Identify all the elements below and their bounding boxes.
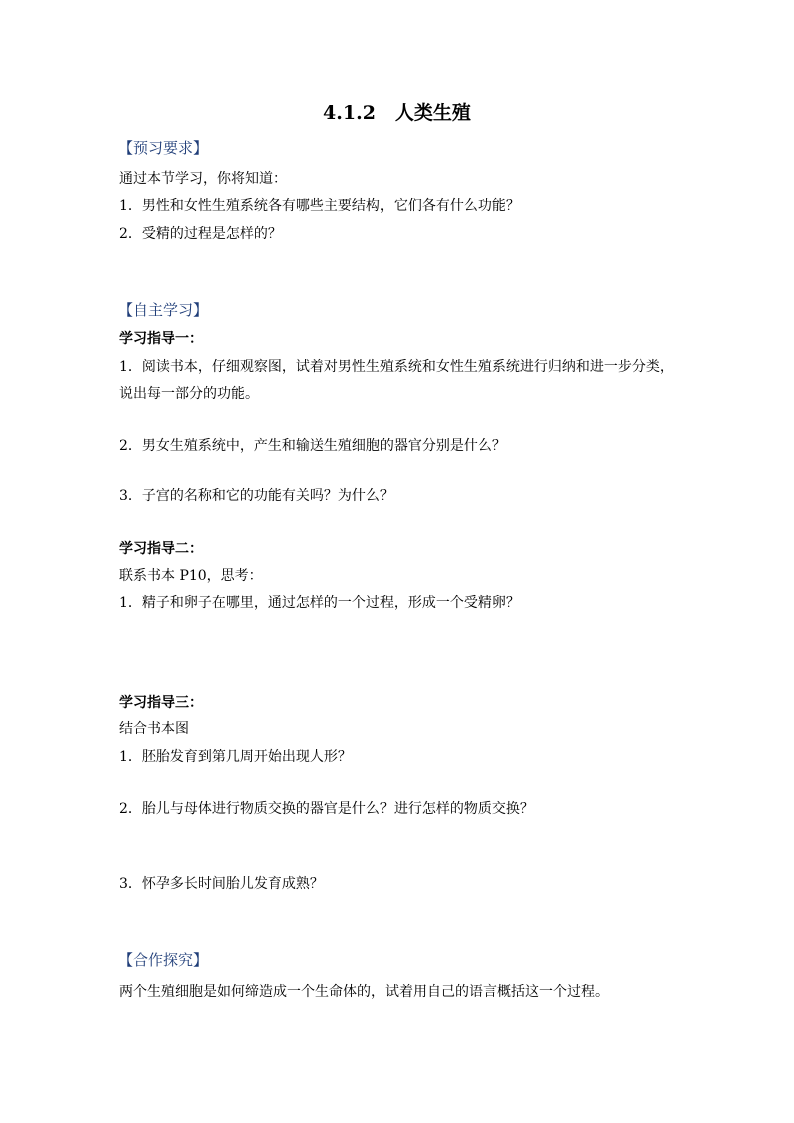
cooperation-text: 两个生殖细胞是如何缔造成一个生命体的，试着用自己的语言概括这一个过程。 — [119, 984, 609, 1000]
guide-3-question-1: 1．胚胎发育到第几周开始出现人形？ — [119, 749, 352, 765]
page-title: 4.1.2 人类生殖 — [323, 102, 471, 124]
guide-1-question-3: 3．子宫的名称和它的功能有关吗？为什么？ — [119, 488, 394, 504]
guide-3-intro: 结合书本图 — [119, 721, 189, 737]
guide-2-question-1: 1．精子和卵子在哪里，通过怎样的一个过程，形成一个受精卵？ — [119, 595, 520, 611]
guide-1-question-1-line-2: 说出每一部分的功能。 — [119, 386, 259, 402]
guide-3-heading: 学习指导三： — [119, 695, 203, 711]
guide-1-question-2: 2．男女生殖系统中，产生和输送生殖细胞的器官分别是什么？ — [119, 438, 506, 454]
guide-1-question-1-line-1: 1．阅读书本，仔细观察图，试着对男性生殖系统和女性生殖系统进行归纳和进一步分类， — [119, 359, 674, 375]
cooperation-section-header: 【合作探究】 — [118, 951, 209, 969]
guide-2-heading: 学习指导二： — [119, 541, 203, 557]
preview-question-2: 2．受精的过程是怎样的？ — [119, 226, 282, 242]
preview-question-1: 1．男性和女性生殖系统各有哪些主要结构，它们各有什么功能？ — [119, 198, 520, 214]
preview-intro: 通过本节学习，你将知道： — [119, 171, 287, 187]
guide-3-question-2: 2．胎儿与母体进行物质交换的器官是什么？进行怎样的物质交换？ — [119, 801, 534, 817]
guide-3-question-3: 3．怀孕多长时间胎儿发育成熟？ — [119, 876, 324, 892]
preview-section-header: 【预习要求】 — [118, 139, 209, 157]
guide-1-heading: 学习指导一： — [119, 331, 203, 347]
self-study-section-header: 【自主学习】 — [118, 301, 209, 319]
guide-2-intro: 联系书本 P10，思考： — [119, 568, 263, 584]
